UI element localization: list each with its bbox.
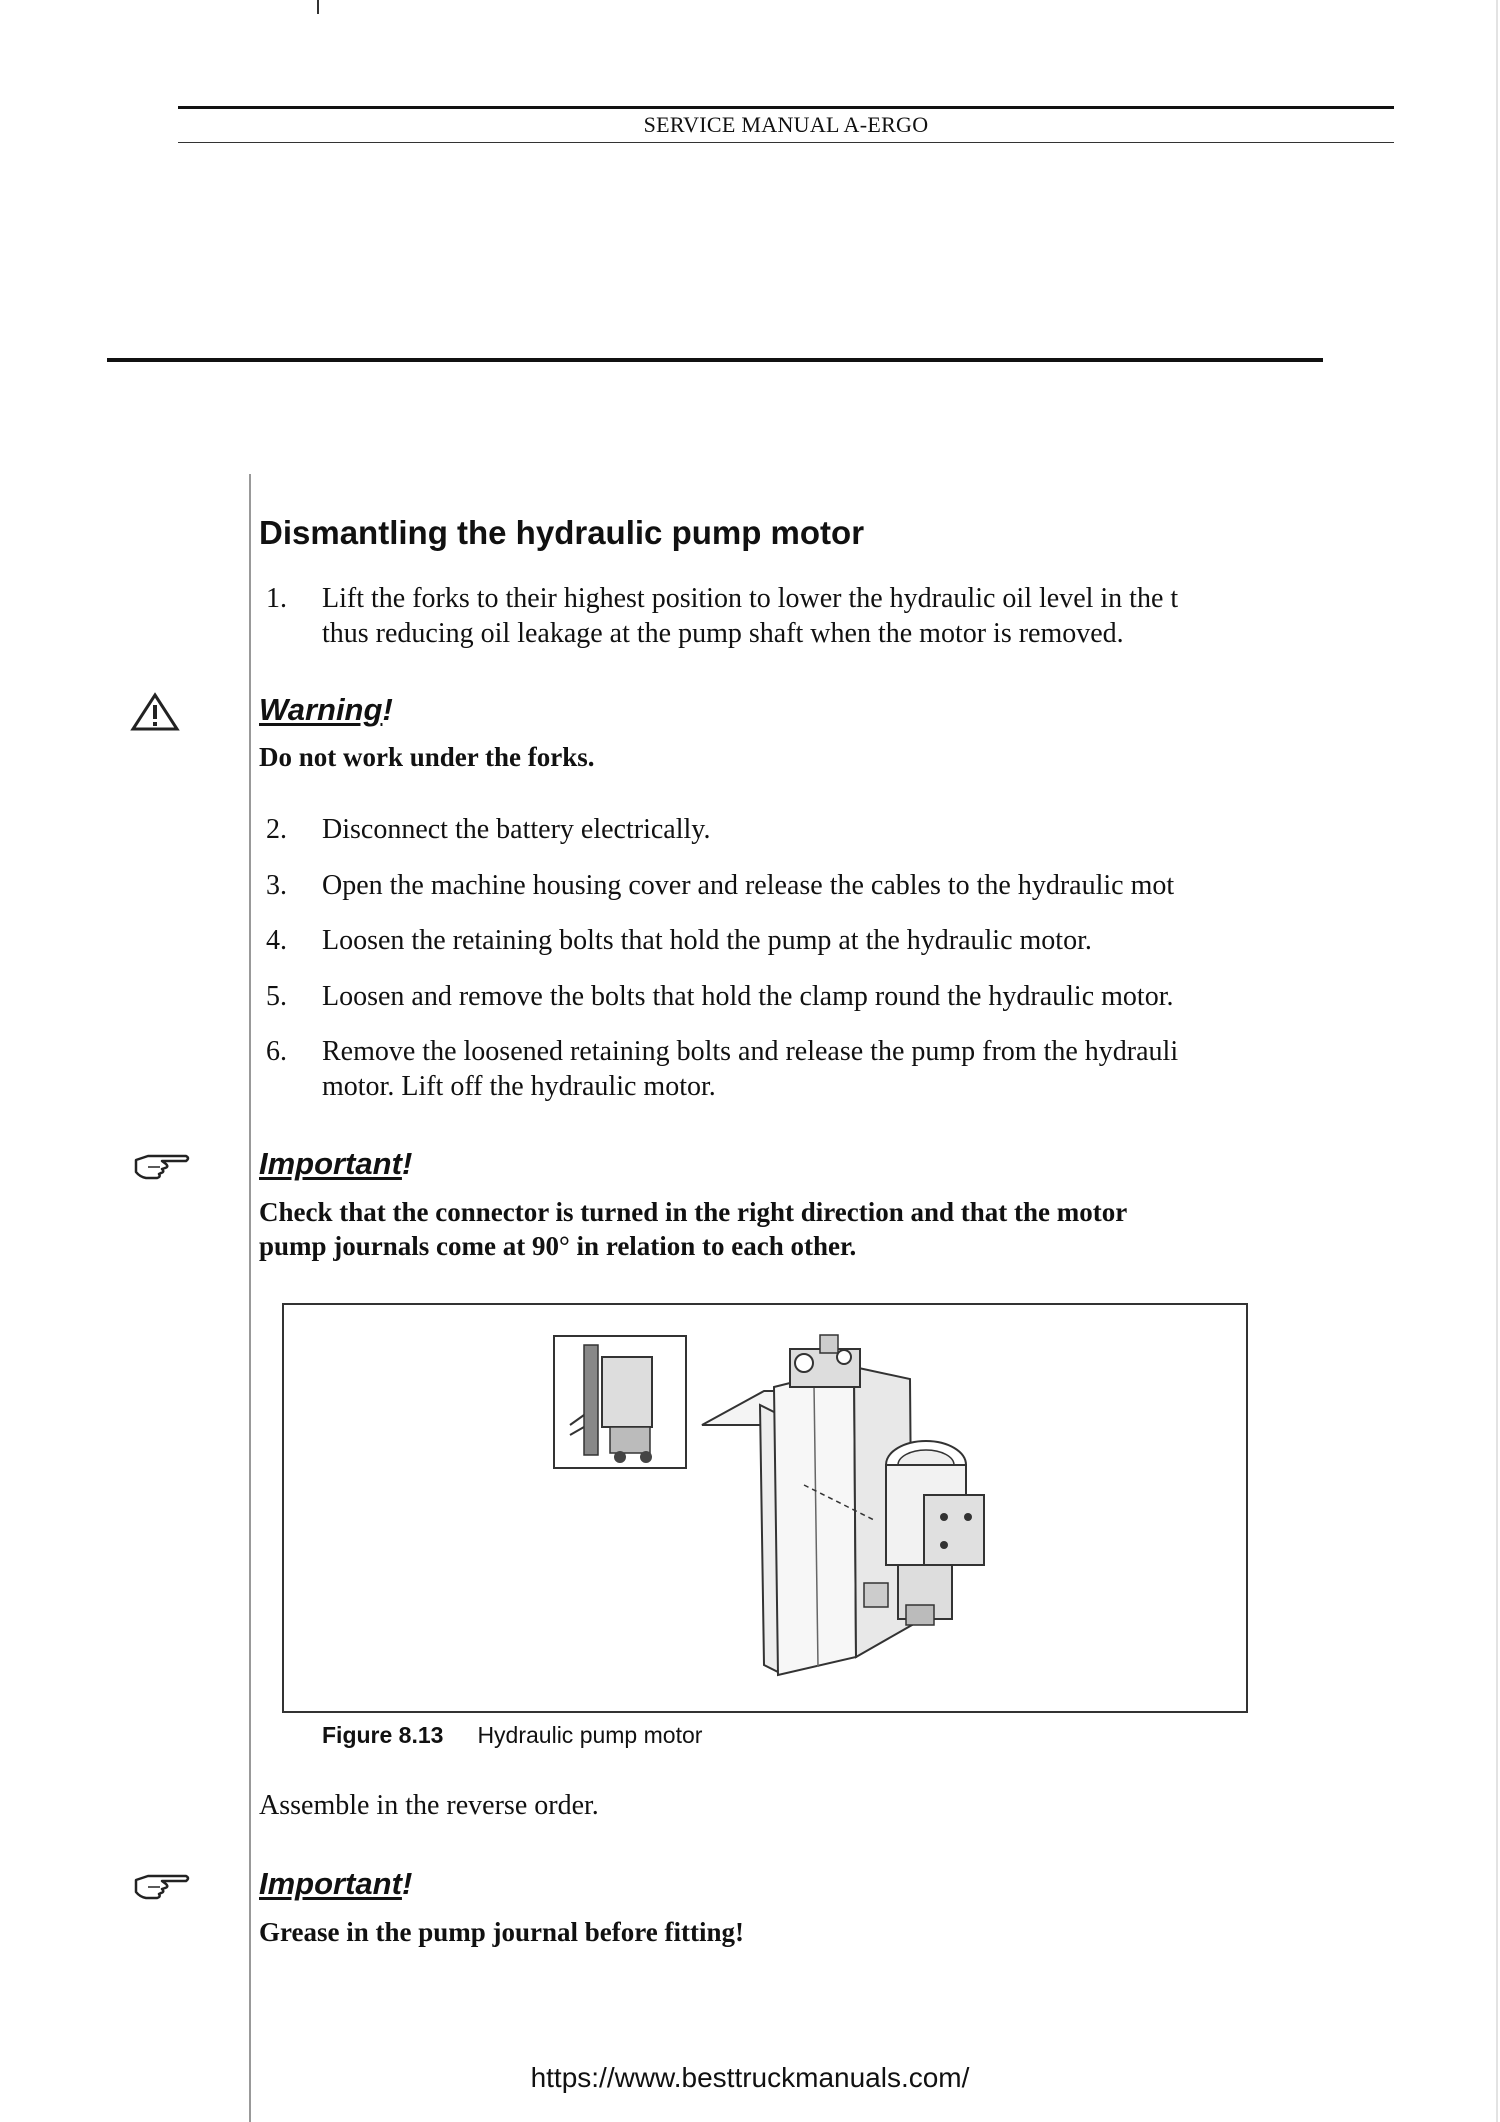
header-tick-mark (317, 0, 319, 14)
step-text-line: Loosen the retaining bolts that hold the pump at the hydraulic motor. (322, 925, 1092, 956)
list-item (266, 924, 1266, 960)
step-text-line: Open the machine housing cover and release the cables to the hydraulic mot (322, 870, 1175, 901)
important-heading (259, 1866, 412, 1902)
pointing-hand-icon (132, 1150, 192, 1182)
step-text-line: thus reducing oil leakage at the pump shaft when the motor is removed. (322, 618, 1124, 649)
pointing-hand-icon (132, 1870, 192, 1902)
important-text: Grease in the pump journal before fitting! (259, 1917, 744, 1947)
step-text-line: Loosen and remove the bolts that hold the clamp round the hydraulic motor. (322, 981, 1174, 1012)
important-excl: ! (401, 1146, 413, 1181)
header-rule-top (178, 106, 1394, 109)
figure-caption (322, 1722, 702, 1749)
step-text-line: Remove the loosened retaining bolts and release the pump from the hydrauli (322, 1036, 1179, 1067)
figure-caption-text: Hydraulic pump motor (477, 1722, 703, 1748)
warning-heading (259, 692, 393, 728)
step-number: 6. (266, 1036, 287, 1067)
hydraulic-pump-illustration (284, 1305, 1246, 1711)
figure-frame (282, 1303, 1248, 1713)
step-number: 4. (266, 925, 287, 956)
figure-label: Figure 8.13 (322, 1722, 444, 1748)
list-item (266, 582, 1266, 652)
page-edge (1496, 0, 1498, 2122)
header-rule-bottom (178, 142, 1394, 143)
header-title: SERVICE MANUAL A-ERGO (643, 112, 929, 137)
step-number: 3. (266, 870, 287, 901)
important-text-line: pump journals come at 90° in relation to each other. (259, 1231, 857, 1261)
important-text-line: Check that the connector is turned in the right direction and that the motor (259, 1197, 1128, 1227)
step-number: 1. (266, 583, 287, 614)
important-heading (259, 1146, 412, 1182)
list-item (266, 869, 1266, 905)
footer-url[interactable]: https://www.besttruckmanuals.com/ (530, 2062, 970, 2093)
assemble-text: Assemble in the reverse order. (259, 1790, 599, 1821)
important-excl: ! (401, 1866, 413, 1901)
step-number: 2. (266, 814, 287, 845)
margin-rule (249, 474, 251, 2122)
section-separator (107, 358, 1323, 362)
list-item (266, 1035, 1266, 1105)
step-text-line: Lift the forks to their highest position to lower the hydraulic oil level in the t (322, 583, 1179, 614)
step-text-line: Disconnect the battery electrically. (322, 814, 711, 845)
list-item (266, 813, 1266, 849)
warning-triangle-icon (130, 692, 180, 732)
list-item (266, 980, 1266, 1016)
important-label: Important (259, 1146, 402, 1181)
step-text-line: motor. Lift off the hydraulic motor. (322, 1071, 716, 1102)
warning-label: Warning (259, 692, 383, 727)
step-number: 5. (266, 981, 287, 1012)
warning-text: Do not work under the forks. (259, 742, 595, 772)
warning-excl: ! (382, 692, 393, 727)
section-title: Dismantling the hydraulic pump motor (259, 514, 865, 551)
important-label: Important (259, 1866, 402, 1901)
